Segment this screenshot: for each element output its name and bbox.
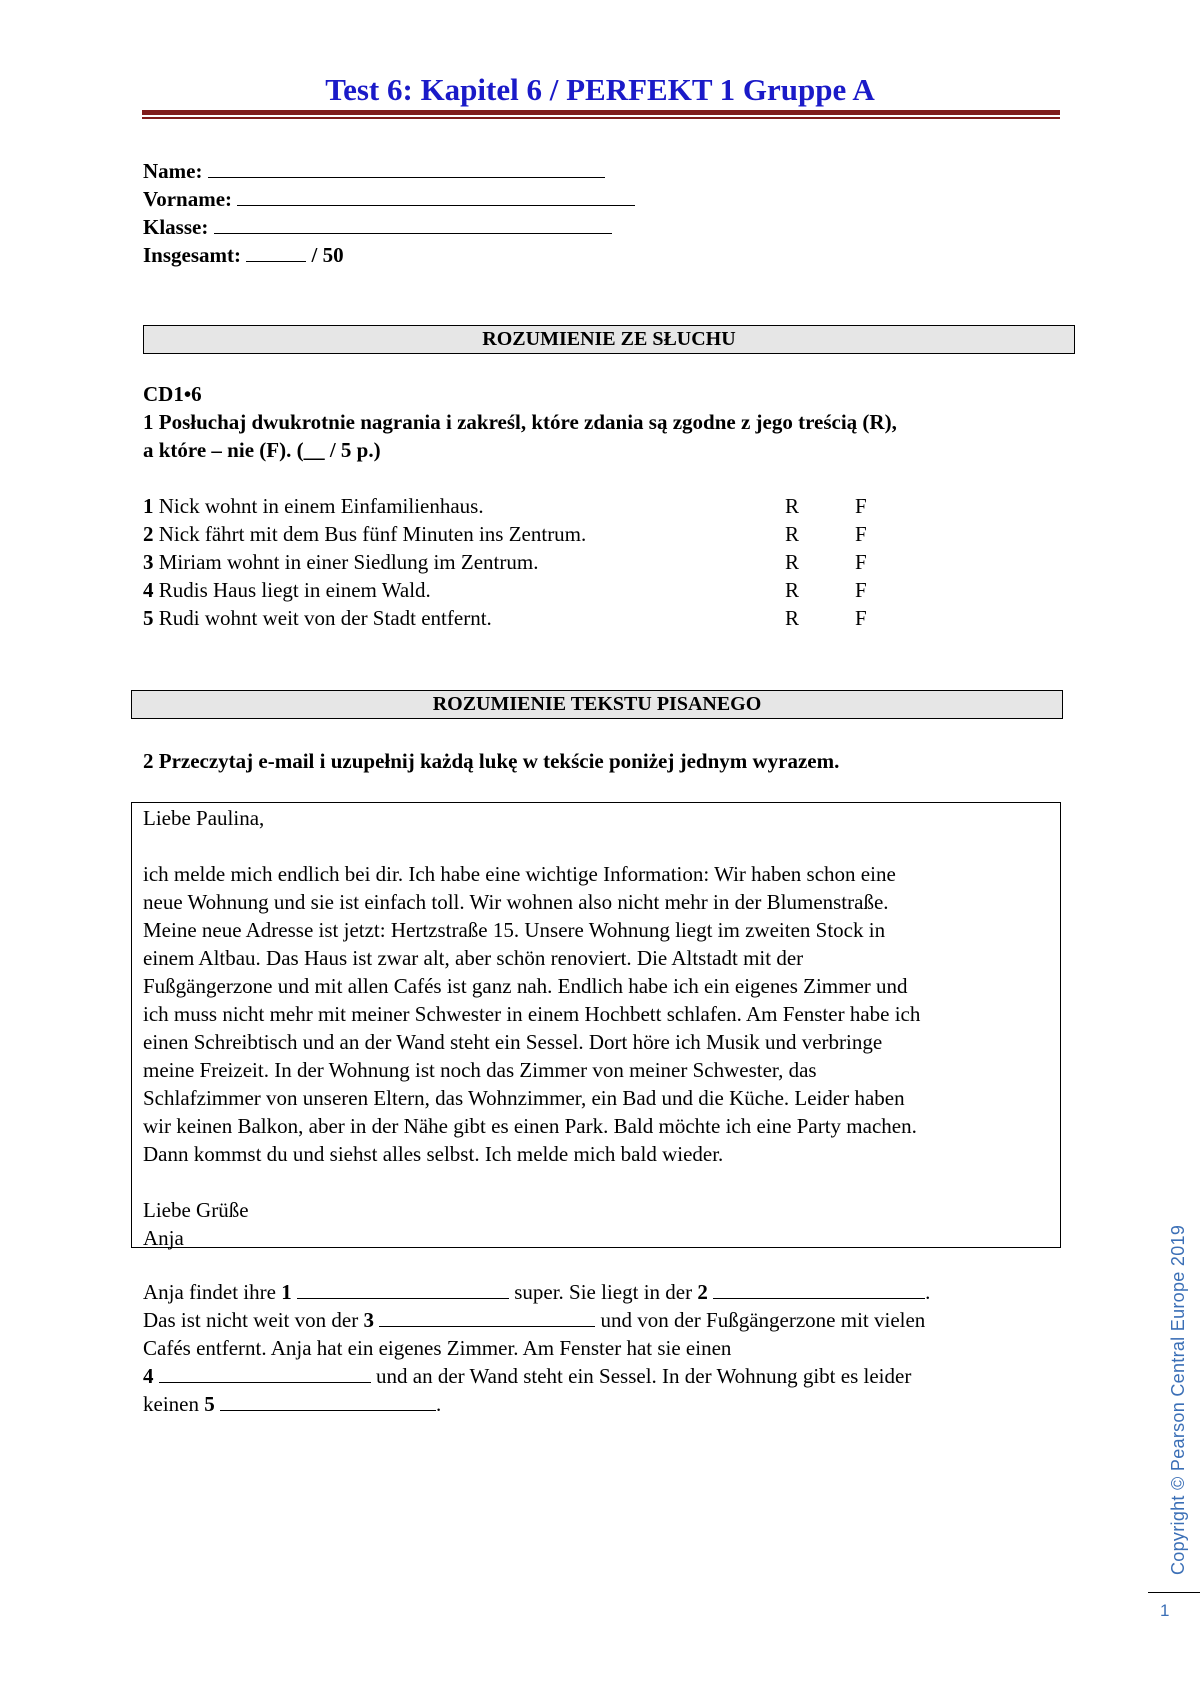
gap-line-5	[143, 1390, 441, 1418]
option-f[interactable]: F	[855, 494, 867, 518]
gap-line-2	[143, 1306, 925, 1334]
gap-text: Anja findet ihre	[143, 1280, 276, 1304]
letter-line: Dann kommst du und siehst alles selbst. Ich melde mich bald wieder.	[143, 1142, 724, 1166]
name-blank[interactable]	[208, 159, 605, 178]
klasse-label: Klasse:	[143, 215, 209, 239]
letter-signature: Anja	[143, 1226, 184, 1250]
gap-text: Das ist nicht weit von der	[143, 1308, 359, 1332]
gap-number: 1	[281, 1280, 292, 1304]
email-text-box	[131, 802, 1061, 1248]
list-item	[143, 576, 923, 604]
gap-number: 2	[697, 1280, 708, 1304]
option-r[interactable]: R	[785, 522, 800, 546]
gap-number: 5	[204, 1392, 215, 1416]
option-r[interactable]: R	[785, 550, 800, 574]
item-number: 4	[143, 578, 154, 602]
gap-text: und von der Fußgängerzone mit vielen	[600, 1308, 926, 1332]
letter-line: ich melde mich endlich bei dir. Ich habe eine wichtige Information: Wir haben schon eine	[143, 862, 896, 886]
gap-text: .	[435, 1392, 442, 1416]
list-item	[143, 520, 923, 548]
gap-blank-2[interactable]	[713, 1280, 925, 1299]
insgesamt-field[interactable]	[143, 241, 344, 269]
gap-text: super. Sie liegt in der	[514, 1280, 693, 1304]
title-rule-thick	[142, 110, 1060, 115]
name-field[interactable]	[143, 157, 605, 185]
klasse-field[interactable]	[143, 213, 612, 241]
gap-number: 3	[363, 1308, 374, 1332]
list-item	[143, 604, 923, 632]
letter-line: Schlafzimmer von unseren Eltern, das Wohnzimmer, ein Bad und die Küche. Leider haben	[143, 1086, 905, 1110]
gap-blank-3[interactable]	[379, 1308, 595, 1327]
gap-text: und an der Wand steht ein Sessel. In der Wohnung gibt es leider	[376, 1364, 912, 1388]
gap-text: .	[925, 1280, 931, 1304]
gap-number: 4	[143, 1364, 154, 1388]
option-r[interactable]: R	[785, 578, 800, 602]
insgesamt-label: Insgesamt:	[143, 243, 241, 267]
letter-greeting: Liebe Paulina,	[143, 806, 265, 830]
gap-line-1	[143, 1278, 930, 1306]
list-item	[143, 492, 923, 520]
vorname-field[interactable]	[143, 185, 635, 213]
option-f[interactable]: F	[855, 578, 867, 602]
vorname-blank[interactable]	[237, 187, 635, 206]
letter-line: ich muss nicht mehr mit meiner Schwester in einem Hochbett schlafen. Am Fenster habe ich	[143, 1002, 921, 1026]
page-number: 1	[1160, 1601, 1170, 1620]
letter-line: Fußgängerzone und mit allen Cafés ist ganz nah. Endlich habe ich ein eigenes Zimmer und	[143, 974, 908, 998]
letter-line: neue Wohnung und sie ist einfach toll. Wir wohnen also nicht mehr in der Blumenstraße.	[143, 890, 889, 914]
letter-line: einen Schreibtisch und an der Wand steht ein Sessel. Dort höre ich Musik und verbringe	[143, 1030, 883, 1054]
option-r[interactable]: R	[785, 606, 800, 630]
gap-line-4	[143, 1362, 911, 1390]
page-number-divider	[1148, 1592, 1200, 1593]
item-number: 2	[143, 522, 154, 546]
item-number: 1	[143, 494, 154, 518]
task1-instruction-line1: 1 Posłuchaj dwukrotnie nagrania i zakreśl, które zdania są zgodne z jego treścią (R),	[143, 410, 897, 434]
list-item	[143, 548, 923, 576]
gap-line-3: Cafés entfernt. Anja hat ein eigenes Zimmer. Am Fenster hat sie einen	[143, 1336, 732, 1360]
task1-instruction-line2: a które – nie (F). (__ / 5 p.)	[143, 438, 381, 462]
copyright-notice: Copyright © Pearson Central Europe 2019	[1168, 1224, 1188, 1575]
gap-blank-4[interactable]	[159, 1364, 371, 1383]
name-label: Name:	[143, 159, 203, 183]
score-total: / 50	[311, 243, 344, 267]
letter-line: meine Freizeit. In der Wohnung ist noch das Zimmer von meiner Schwester, das	[143, 1058, 817, 1082]
item-statement: Miriam wohnt in einer Siedlung im Zentrum.	[158, 550, 539, 574]
item-statement: Rudis Haus liegt in einem Wald.	[158, 578, 431, 602]
cd-track-label: CD1•6	[143, 382, 202, 406]
item-number: 3	[143, 550, 154, 574]
option-f[interactable]: F	[855, 550, 867, 574]
section-header-reading: ROZUMIENIE TEKSTU PISANEGO	[131, 690, 1063, 719]
item-statement: Nick fährt mit dem Bus fünf Minuten ins Zentrum.	[158, 522, 587, 546]
letter-closing: Liebe Grüße	[143, 1198, 249, 1222]
letter-line: Meine neue Adresse ist jetzt: Hertzstraße 15. Unsere Wohnung liegt im zweiten Stock in	[143, 918, 886, 942]
item-number: 5	[143, 606, 154, 630]
letter-line: wir keinen Balkon, aber in der Nähe gibt es einen Park. Bald möchte ich eine Party machen.	[143, 1114, 917, 1138]
gap-blank-1[interactable]	[297, 1280, 509, 1299]
section-header-listening: ROZUMIENIE ZE SŁUCHU	[143, 325, 1075, 354]
title-rule-thin	[142, 117, 1060, 119]
vorname-label: Vorname:	[143, 187, 233, 211]
option-r[interactable]: R	[785, 494, 800, 518]
item-statement: Rudi wohnt weit von der Stadt entfernt.	[158, 606, 492, 630]
gap-text: keinen	[143, 1392, 199, 1416]
item-statement: Nick wohnt in einem Einfamilienhaus.	[158, 494, 484, 518]
klasse-blank[interactable]	[214, 215, 612, 234]
gap-blank-5[interactable]	[220, 1392, 436, 1411]
task2-instruction: 2 Przeczytaj e-mail i uzupełnij każdą lukę w tekście poniżej jednym wyrazem.	[143, 749, 840, 773]
option-f[interactable]: F	[855, 522, 867, 546]
page-title: Test 6: Kapitel 6 / PERFEKT 1 Gruppe A	[325, 72, 875, 107]
insgesamt-blank[interactable]	[246, 243, 306, 262]
letter-line: einem Altbau. Das Haus ist zwar alt, aber schön renoviert. Die Altstadt mit der	[143, 946, 804, 970]
option-f[interactable]: F	[855, 606, 867, 630]
